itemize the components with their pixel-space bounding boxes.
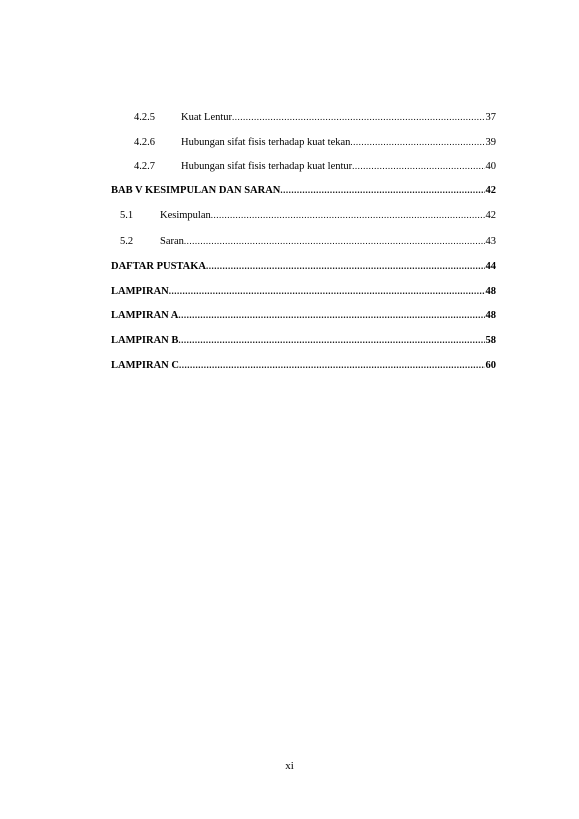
toc-entry-title: Kesimpulan <box>160 210 211 221</box>
dot-leader <box>211 209 485 222</box>
toc-entry-number: 5.2 <box>120 236 134 247</box>
toc-entry-page: 58 <box>485 335 496 346</box>
toc-entry-page: 42 <box>485 210 496 221</box>
toc-entry-title: Hubungan sifat fisis terhadap kuat lentur <box>181 161 353 172</box>
dot-leader <box>350 136 484 149</box>
toc-entry-number: 4.2.5 <box>134 112 155 123</box>
toc-entry-page: 48 <box>485 286 496 297</box>
toc-entry-number: 4.2.7 <box>134 161 155 172</box>
toc-entry-lampiran-b[interactable] <box>111 334 496 347</box>
toc-entry-page: 44 <box>485 261 496 272</box>
toc-entry-page: 37 <box>485 112 496 123</box>
toc-entry-title: DAFTAR PUSTAKA <box>111 261 206 272</box>
dot-leader <box>280 184 484 197</box>
toc-entry-bab-v[interactable] <box>111 184 496 197</box>
dot-leader <box>178 309 484 322</box>
dot-leader <box>169 285 485 298</box>
page-number: xi <box>285 760 294 772</box>
toc-entry-title: LAMPIRAN C <box>111 360 179 371</box>
dot-leader <box>352 160 484 173</box>
toc-entry-lampiran[interactable] <box>111 285 496 298</box>
dot-leader <box>206 260 485 273</box>
toc-entry-page: 43 <box>485 236 496 247</box>
toc-entry-page: 48 <box>485 310 496 321</box>
toc-entry-title: LAMPIRAN A <box>111 310 179 321</box>
toc-entry-page: 39 <box>485 137 496 148</box>
toc-entry-page: 42 <box>485 185 496 196</box>
toc-entry-4-2-5[interactable] <box>134 111 496 124</box>
toc-entry-title: LAMPIRAN <box>111 286 169 297</box>
toc-entry-title: LAMPIRAN B <box>111 335 179 346</box>
dot-leader <box>232 111 484 124</box>
toc-entry-lampiran-a[interactable] <box>111 309 496 322</box>
toc-entry-page: 60 <box>485 360 496 371</box>
toc-entry-5-2[interactable] <box>120 235 496 248</box>
toc-entry-title: Saran <box>160 236 184 247</box>
toc-entry-number: 5.1 <box>120 210 134 221</box>
toc-entry-4-2-6[interactable] <box>134 136 496 149</box>
toc-entry-number: 4.2.6 <box>134 137 155 148</box>
dot-leader <box>179 359 485 372</box>
toc-entry-4-2-7[interactable] <box>134 160 496 173</box>
toc-entry-title: Kuat Lentur <box>181 112 233 123</box>
toc-entry-title: Hubungan sifat fisis terhadap kuat tekan <box>181 137 351 148</box>
toc-entry-5-1[interactable] <box>120 209 496 222</box>
toc-entry-title: BAB V KESIMPULAN DAN SARAN <box>111 185 281 196</box>
dot-leader <box>184 235 485 248</box>
toc-entry-page: 40 <box>485 161 496 172</box>
toc-entry-daftar-pustaka[interactable] <box>111 260 496 273</box>
toc-entry-lampiran-c[interactable] <box>111 359 496 372</box>
dot-leader <box>178 334 484 347</box>
